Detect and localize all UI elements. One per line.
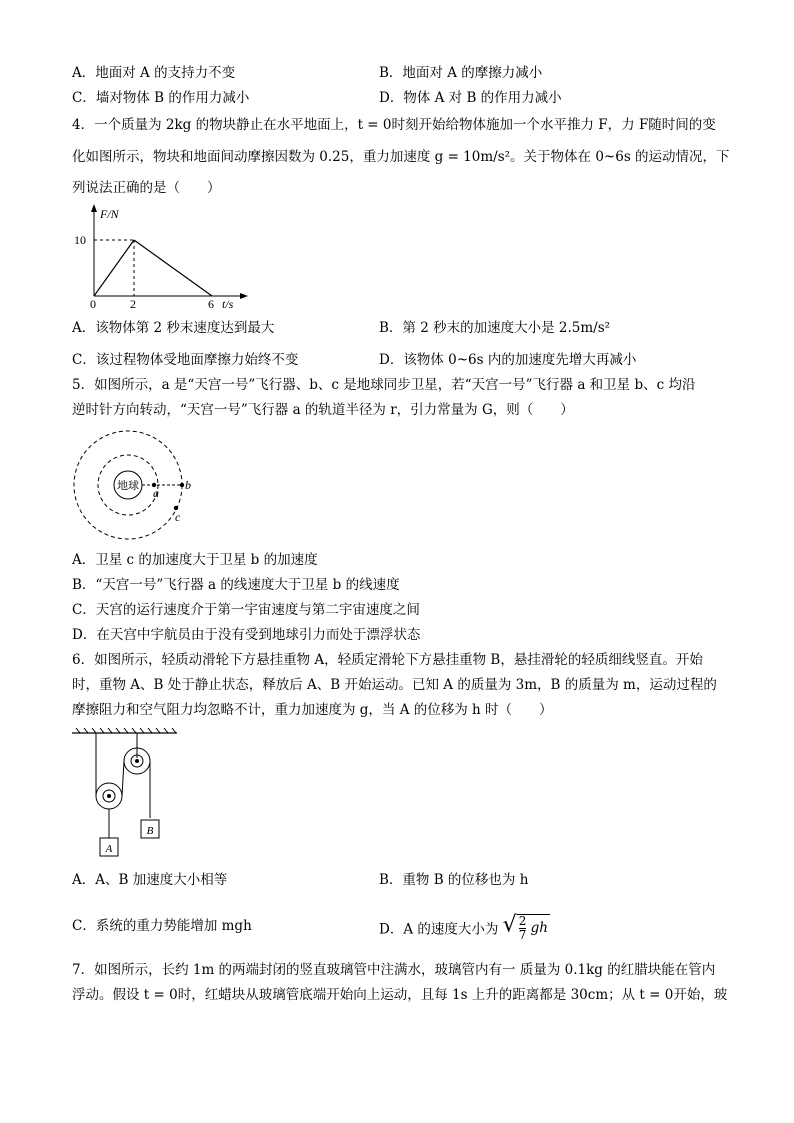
q4-graph-ytick: 10: [74, 233, 86, 247]
q3-option-d: D．物体 A 对 B 的作用力减小: [379, 90, 562, 106]
q4-stem-line-2: 化如图所示，物块和地面间动摩擦因数为 0.25，重力加速度 g = 10m/s²。关于物体在 0~6s 的运动情况，下: [72, 149, 730, 165]
q4-option-b: B．第 2 秒末的加速度大小是 2.5m/s²: [379, 320, 611, 336]
q5-label-a: a: [153, 486, 159, 500]
q4-graph-xtick-2: 2: [130, 297, 136, 308]
q6-option-a: A．A、B 加速度大小相等: [72, 872, 228, 888]
q5-stem-line-2: 逆时针方向转动，“天宫一号”飞行器 a 的轨道半径为 r，引力常量为 G，则（ ）: [72, 402, 574, 418]
q3-option-a: A．地面对 A 的支持力不变: [72, 65, 236, 81]
q3-option-b: B．地面对 A 的摩擦力减小: [379, 65, 543, 81]
q4-graph-ylabel: F/N: [100, 207, 119, 221]
q4-option-c: C．该过程物体受地面摩擦力始终不变: [72, 352, 299, 368]
q6-option-d-text: D．A 的速度大小为: [379, 921, 499, 938]
q5-orbit-diagram: [72, 425, 202, 543]
q4-option-d: D．该物体 0~6s 内的加速度先增大再减小: [379, 352, 637, 368]
q5-label-b: b: [185, 478, 191, 492]
q6-block-a-label: A: [105, 843, 113, 855]
q6-block-b-label: B: [146, 825, 154, 837]
q6-stem-line-3: 摩擦阻力和空气阻力均忽略不计，重力加速度为 g，当 A 的位移为 h 时（ ）: [72, 702, 553, 718]
q5-option-d: D．在天宫中宇航员由于没有受到地球引力而处于漂浮状态: [72, 627, 421, 643]
q5-option-b: B．“天宫一号”飞行器 a 的线速度大于卫星 b 的线速度: [72, 577, 400, 593]
q7-stem-line-1: 7．如图所示，长约 1m 的两端封闭的竖直玻璃管中注满水，玻璃管内有一 质量为 0.1kg 的红腊块能在管内: [72, 962, 716, 978]
q6-option-b: B．重物 B 的位移也为 h: [379, 872, 529, 888]
q4-stem-line-1: 4．一个质量为 2kg 的物块静止在水平地面上，t = 0时刻开始给物体施加一个水平推力 F，力 F随时间的变: [72, 117, 716, 133]
q6-option-d: [379, 912, 550, 944]
q6-option-c: C．系统的重力势能增加 mgh: [72, 918, 252, 934]
q5-earth-label: 地球: [117, 480, 139, 492]
q4-stem-line-3: 列说法正确的是（ ）: [72, 180, 221, 196]
q5-option-c: C．天宫的运行速度介于第一宇宙速度与第二宇宙速度之间: [72, 602, 420, 618]
q4-force-time-graph: [72, 200, 252, 308]
q7-stem-line-2: 浮动。假设 t = 0时，红蜡块从玻璃管底端开始向上运动，且每 1s 上升的距离都是 30cm；从 t = 0开始，玻: [72, 987, 728, 1003]
q5-stem-line-1: 5．如图所示，a 是“天宫一号”飞行器、b、c 是地球同步卫星，若“天宫一号”飞行器 a 和卫星 b、c 均沿: [72, 377, 696, 393]
q5-label-c: c: [175, 510, 181, 524]
q3-option-c: C．墙对物体 B 的作用力减小: [72, 90, 250, 106]
q5-option-a: A．卫星 c 的加速度大于卫星 b 的加速度: [72, 552, 318, 568]
q6-frac-tail: gh: [530, 920, 548, 936]
q6-stem-line-1: 6．如图所示，轻质动滑轮下方悬挂重物 A，轻质定滑轮下方悬挂重物 B，悬挂滑轮的轻质细线竖直。开始: [72, 652, 703, 668]
q6-option-d-sqrt: √ $\frac{2}{7}$ gh: [502, 912, 548, 942]
q4-graph-xlabel: t/s: [222, 297, 234, 308]
q6-frac-num: 2: [518, 914, 527, 928]
q6-stem-line-2: 时，重物 A、B 处于静止状态，释放后 A、B 开始运动。已知 A 的质量为 3m，B 的质量为 m，运动过程的: [72, 677, 717, 693]
q6-frac-den: 7: [518, 928, 527, 942]
q4-graph-xtick-6: 6: [208, 297, 214, 308]
q6-pulley-diagram: [72, 728, 192, 863]
q4-graph-xtick-0: 0: [90, 297, 96, 308]
q4-option-a: A．该物体第 2 秒末速度达到最大: [72, 320, 275, 336]
